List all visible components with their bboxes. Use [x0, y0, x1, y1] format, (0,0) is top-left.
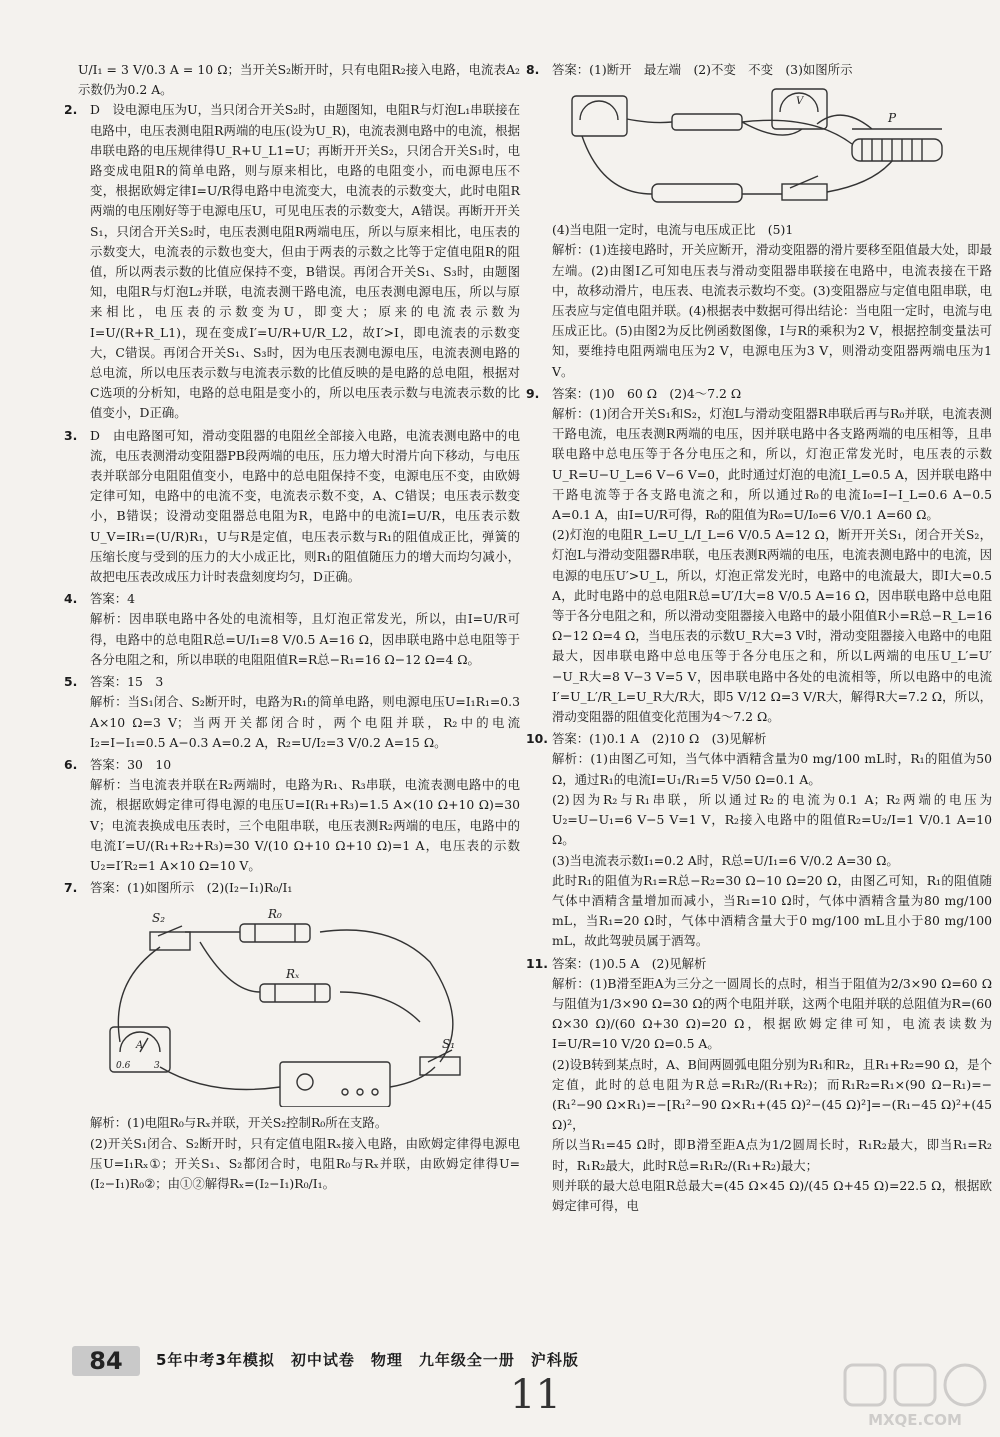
analysis-text: 解析：(1)电阻R₀与Rₓ并联，开关S₂控制R₀所在支路。 [90, 1115, 388, 1131]
analysis-text: 此时R₁的阻值为R₁=R总−R₂=30 Ω−10 Ω=20 Ω，由图乙可知，R₁的阻值随气体中酒精含量增加而减小，当R₁=10 Ω时，气体中酒精含量为80 mg/100 mL，当R₁=20 Ω时，气体中酒精含量大于0 mg/100 mL且小于80 mg/100 mL，故此驾驶员属于酒驾。 [552, 872, 992, 949]
question-number: 2. [64, 102, 78, 118]
analysis-text: 解析：(1)闭合开关S₁和S₂，灯泡L与滑动变阻器R串联后再与R₀并联，电流表测干路电流，电压表测R两端的电压，因并联电路中各支路两端的电压相等，且串联电路中总电压等于各分电压之和，所以，灯泡正常发光时，电压表的示数U_R=U−U_L=6 V−6 V=0，此时通过灯泡的电流I_L=0.5 A，因并联电路中干路电流等于各支路电流之和，所以通过R₀的电流I₀=I−I_L=0.6 A−0.5 A=0.1 A，由I=U/R可得，R₀的阻值为R₀=U/I₀=6 V/0.1 A=60 Ω。 [552, 406, 992, 523]
answer-line: (4)当电阻一定时，电流与电压成正比 (5)1 [552, 222, 794, 238]
label-s1: S₁ [442, 1037, 456, 1052]
analysis-text: 解析：因串联电路中各处的电流相等，且灯泡正常发光，所以，由I=U/R可得，电路中的总电阻R总=U/I₁=8 V/0.5 A=16 Ω，因串联电路中总电阻等于各分电阻之和，所以串联的电阻阻值R=R总−R₁=16 Ω−12 Ω=4 Ω。 [90, 611, 520, 667]
answer-line: 答案：(1)如图所示 (2)(I₂−I₁)R₀/I₁ [90, 880, 293, 896]
label-range-3: 3 [154, 1061, 160, 1072]
page-number: 84 [72, 1346, 140, 1376]
watermark-text: MXQE.COM [868, 1411, 962, 1429]
analysis-text: 解析：(1)连接电路时，开关应断开，滑动变阻器的滑片要移至阻值最大处，即最左端。(2)由图Ⅰ乙可知电压表与滑动变阻器串联接在电路中，电流表接在干路中，故移动滑片，电压表、电流表示数均不变。(3)变阻器应与定值电阻串联，电压表应与定值电阻并联。(4)根据表中数据可得出结论：当电阻一定时，电流与电压成正比。(5)由图2为反比例函数图像，I与R的乘积为2 V，根据控制变量法可知，要维持电阻两端电压为2 V，电源电压为3 V，则滑动变阻器两端电压为1 V。 [552, 242, 992, 379]
question-7 [64, 878, 520, 1194]
question-number: 10. [526, 731, 548, 747]
question-4 [64, 589, 520, 670]
answer-line: 答案：(1)断开 最左端 (2)不变 不变 (3)如图所示 [552, 62, 853, 77]
analysis-text: 解析：当电流表并联在R₂两端时，电路为R₁、R₃串联，电流表测电路中的电流，根据欧姆定律可得电源的电压U=I(R₁+R₃)=1.5 A×(10 Ω+10 Ω)=30 V；电流表换成电压表时，三个电阻串联，电压表测R₂两端的电压，电路中的电流I′=U/(R₁+R₂+R₃)=30 V/(10 Ω+10 Ω+10 Ω)=1 A，电压表的示数U₂=I′R₂=1 A×10 Ω=10 V。 [90, 777, 520, 873]
analysis-text: (2)因为R₂与R₁串联，所以通过R₂的电流为0.1 A；R₂两端的电压为U₂=U−U₁=6 V−5 V=1 V，R₂接入电路中的阻值R₂=U₂/I=1 V/0.1 A=10 Ω。 [552, 791, 992, 848]
answer-line: 答案：4 [90, 591, 136, 607]
question-number: 4. [64, 591, 78, 607]
analysis-text: 解析：(1)由图乙可知，当气体中酒精含量为0 mg/100 mL时，R₁的阻值为50 Ω，通过R₁的电流I=U₁/R₁=5 V/50 Ω=0.1 A。 [552, 751, 992, 787]
question-5 [64, 672, 520, 753]
question-9 [526, 384, 992, 727]
label-voltmeter: V [796, 96, 804, 108]
answer-line: 答案：15 3 [90, 674, 164, 690]
book-title: 5年中考3年模拟 初中试卷 物理 九年级全一册 沪科版 [156, 1351, 579, 1369]
label-s2: S₂ [152, 911, 166, 926]
label-ammeter: A [136, 1040, 144, 1052]
question-number: 7. [64, 880, 78, 896]
question-11 [526, 954, 992, 1217]
analysis-text: (2)设B转到某点时，A、B间两圆弧电阻分别为R₁和R₂，且R₁+R₂=90 Ω，是个定值，此时的总电阻为R总=R₁R₂/(R₁+R₂)；而R₁R₂=R₁×(90 Ω−R₁)=−(R₁²−90 Ω×R₁)=−[R₁²−90 Ω×R₁+(45 Ω)²−(45 Ω)²]=−(R₁−45 Ω)²+(45 Ω)²， [552, 1056, 992, 1133]
label-p: P [888, 111, 897, 126]
question-number: 3. [64, 427, 78, 443]
analysis-text: 所以当R₁=45 Ω时，即B滑至距A点为1/2圆周长时，R₁R₂最大，即当R₁=R₂时，R₁R₂最大，此时R总=R₁R₂/(R₁+R₂)最大； [552, 1137, 992, 1173]
watermark [840, 1360, 990, 1430]
left-column [64, 60, 520, 1196]
label-rx: Rₓ [286, 967, 300, 982]
handwritten-mark: 11 [510, 1372, 561, 1418]
continued-paragraph: U/I₁ = 3 V/0.3 A = 10 Ω；当开关S₂断开时，只有电阻R₂接入电路，电流表A₂示数仍为0.2 A。 [78, 62, 520, 98]
question-2 [64, 100, 520, 423]
answer-line: 答案：30 10 [90, 756, 172, 772]
question-number: 6. [64, 756, 78, 772]
question-number: 11. [526, 955, 548, 971]
label-r0: R₀ [268, 907, 282, 922]
answer-text: D 设电源电压为U，当只闭合开关S₂时，由题图知，电阻R与灯泡L₁串联接在电路中，电压表测电阻R两端的电压(设为U_R)，电流表测电路中的电流，根据串联电路的电压规律得U_R+U_L1=U；再断开开关S₂，只闭合开关S₁时，电路变成电阻R的简单电路，则与原来相比，电路的电阻变小，而电源电压不变，根据欧姆定律I=U/R得电路中电流变大，电流表的示数变大，此时电阻R两端的电压刚好等于电源电压U，可见电压表的示数变大，A错误。再断开开关S₁，只闭合开关S₂时，电压表测电阻R两端电压，所以与原来相比，电压表的示数变大，电流表的示数也变大，但由于两表的示数之比等于定值电阻R的阻值，所以两表示数的比值应保持不变，B错误。再闭合开关S₁、S₃时，由题图知，电阻R与灯泡L₂并联，电流表测干路电流，电压表测电源电压，所以与原来相比，电压表的示数变为U，即变大；原来的电流表示数为I=U/(R+R_L1)，现在变成I′=U/R+U/R_L2，故I′>I，即电流表的示数变大，C错误。再闭合开关S₁、S₃时，因为电压表测电源电压，电流表测电路的总电流，所以电压表示数与电流表示数的比值反映的是电路的总电阻，根据对C选项的分析知，电路的总电阻是变小的，所以电压表示数与电流表示数的比值变小，D正确。 [90, 102, 520, 421]
question-10 [526, 729, 992, 951]
circuit-diagram-q7 [90, 902, 520, 1107]
question-8 [526, 60, 992, 382]
answer-line: 答案：(1)0.5 A (2)见解析 [552, 955, 707, 971]
analysis-text: 则并联的最大总电阻R总最大=(45 Ω×45 Ω)/(45 Ω+45 Ω)=22.5 Ω，根据欧姆定律可得，电 [552, 1177, 992, 1213]
analysis-text: 解析：(1)B滑至距A为三分之一圆周长的点时，相当于阻值为2/3×90 Ω=60 Ω与阻值为1/3×90 Ω=30 Ω的两个电阻并联，这两个电阻并联的总阻值为R=(60 Ω×30 Ω)/(60 Ω+30 Ω)=20 Ω，根据欧姆定律可知，电流表读数为I=U/R=10 V/20 Ω=0.5 A。 [552, 975, 992, 1052]
label-range-06: 0.6 [116, 1061, 131, 1072]
watermark-logo-icon [840, 1360, 990, 1410]
right-column [526, 60, 992, 1218]
question-number: 5. [64, 674, 78, 690]
question-6 [64, 755, 520, 876]
answer-line: 答案：(1)0 60 Ω (2)4～7.2 Ω [552, 385, 742, 401]
question-number: 8. [526, 62, 540, 77]
circuit-diagram-q8 [552, 84, 992, 214]
question-number: 9. [526, 385, 540, 401]
answer-line: 答案：(1)0.1 A (2)10 Ω (3)见解析 [552, 731, 767, 747]
analysis-text: (2)开关S₁闭合、S₂断开时，只有定值电阻Rₓ接入电路，由欧姆定律得电源电压U=I₁Rₓ①；开关S₁、S₂都闭合时，电阻R₀与Rₓ并联，由欧姆定律得U=(I₂−I₁)R₀②；由①②解得Rₓ=(I₂−I₁)R₀/I₁。 [90, 1135, 520, 1191]
analysis-text: 解析：当S₁闭合、S₂断开时，电路为R₁的简单电路，则电源电压U=I₁R₁=0.3 A×10 Ω=3 V；当两开关都闭合时，两个电阻并联，R₂中的电流I₂=I−I₁=0.5 A−0.3 A=0.2 A，R₂=U/I₂=3 V/0.2 A=15 Ω。 [90, 694, 520, 750]
analysis-text: (3)当电流表示数I₁=0.2 A时，R总=U/I₁=6 V/0.2 A=30 Ω。 [552, 852, 899, 868]
analysis-text: (2)灯泡的电阻R_L=U_L/I_L=6 V/0.5 A=12 Ω，断开开关S₁，闭合开关S₂，灯泡L与滑动变阻器R串联，电压表测R两端的电压，电流表测电路中的电流，因电源的电压U′>U_L，所以，灯泡正常发光时，电路中的电流最大，即I大=0.5 A，此时电路中的总电阻R总=U′/I大=8 V/0.5 A=16 Ω，因串联电路中总电阻等于各分电阻之和，所以滑动变阻器接入电路中的最小阻值R小=R总−R_L=16 Ω−12 Ω=4 Ω，当电压表的示数U_R大=3 V时，滑动变阻器接入电路中的电阻最大，因串联电路中总电压等于各分电压之和，所以L两端的电压U_L′=U′−U_R大=8 V−3 V=5 V，因串联电路中各处的电流相等，所以电路中的电流I′=U_L′/R_L=U_R大/R大，即5 V/12 Ω=3 V/R大，解得R大=7.2 Ω，所以，滑动变阻器的阻值变化范围为4～7.2 Ω。 [552, 527, 992, 725]
question-3 [64, 426, 520, 588]
answer-text: D 由电路图可知，滑动变阻器的电阻丝全部接入电路，电流表测电路中的电流，电压表测滑动变阻器PB段两端的电压，压力增大时滑片向下移动，与电压表并联部分电阻阻值变小，电路中的总电阻保持不变，电源电压不变，由欧姆定律可知，电路中的电流不变，电流表示数不变，A、C错误；电压表示数变小，B错误；设滑动变阻器总电阻为R，电路中的电流I=U/R，电压表示数U_V=IR₁=(U/R)R₁，U与R是定值，电压表示数与R₁的阻值成正比，弹簧的压缩长度与受到的压力的大小成正比，则R₁的阻值随压力的增大而均匀减小，故把电压表改成压力计时表盘刻度均匀，D正确。 [90, 427, 520, 585]
